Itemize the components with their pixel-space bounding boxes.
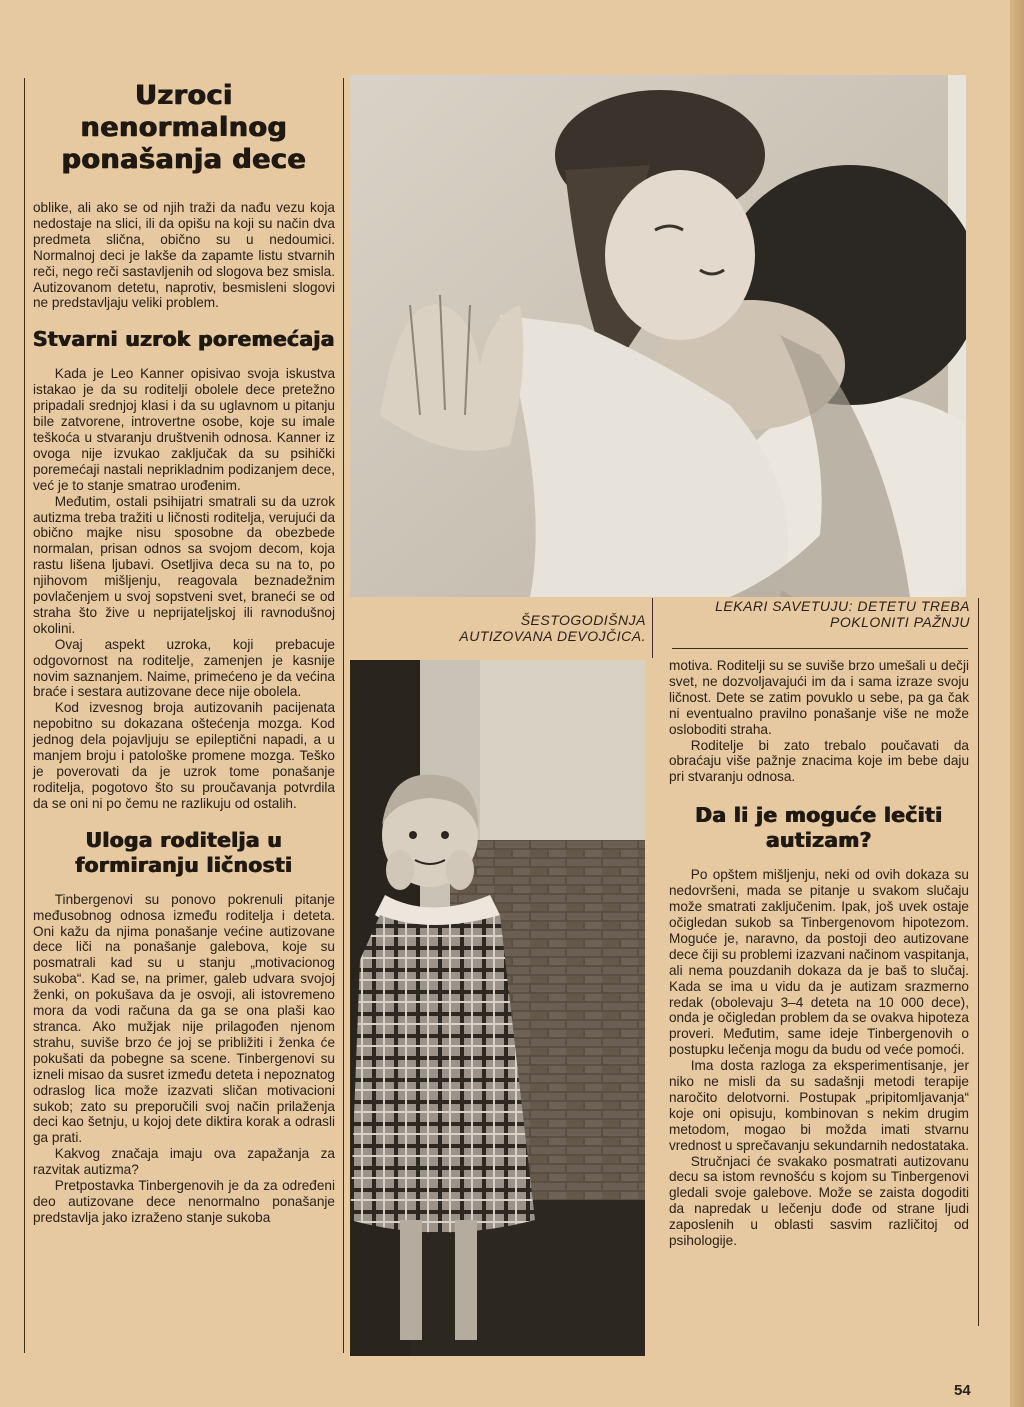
column-rule-left xyxy=(24,78,25,1353)
paragraph: Kada je Leo Kanner opisivao svoja iskustva istakao je da su roditelji obolele dece pretežno pripadali srednjoj klasi i da su uglavnom u pitanju bile zatvorene, introvertne osobe, koje su imale teškoća u stvaranju društvenih odnosa. Kanner iz ovoga nije izvukao zaključak da su psihički poremećaji nastali neprikladnim podizanjem dece, već je to stanje smatrao urođenim. xyxy=(33,366,335,493)
heading-parents-role: Uloga roditelja u formiranju ličnosti xyxy=(75,827,293,877)
paragraph: Pretpostavka Tinbergenovih je da za određeni deo autizovane dece nenormalno ponašanje predstavlja jako izraženo stanje sukoba xyxy=(33,1178,335,1225)
intro-paragraph: oblike, ali ako se od njih traži da nađu vezu koja nedostaje na slici, ili da opišu na koji su način dva predmeta slična, obično su u nedoumici. Normalnoj deci je lakše da zapamte listu stvarnih reči, nego reči sastavljenih od slogova bez smisla. Autizovanom detetu, naprotiv, besmisleni slogovi ne predstavljaju veliki problem. xyxy=(33,200,335,311)
heading-can-autism-be-treated: Da li je moguće lečiti autizam? xyxy=(695,803,943,853)
right-column xyxy=(669,658,969,1249)
page-edge xyxy=(1010,0,1024,1407)
paragraph: Međutim, ostali psihijatri smatrali su da uzrok autizma treba tražiti u ličnosti roditelja, verujući da obično majke nisu sposobne da obezbede normalan, prisan odnos sa svojom decom, koja rastu lišena ljubavi. Osetljiva deca su na to, po njihovom mišljenju, reagovala beznadežnim povlačenjem u svoj sopstveni svet, braneći se od straha što žive u neprijateljskoj ili ravnodušnoj okolini. xyxy=(33,493,335,636)
caption-parents-advice: LEKARI SAVETUJU: DETETU TREBA POKLONITI PAŽNJU xyxy=(715,598,970,630)
caption-underline xyxy=(672,648,968,649)
photo-mother-daughter xyxy=(350,75,966,597)
paragraph: Ima dosta razloga za eksperimentisanje, jer niko ne misli da su sadašnji metodi terapije naročito delotvorni. Postupak „pripitomljavanja“ koje oni opisuju, kombinovan s nekim drugim metodom, mogao bi možda imati stvarnu vrednost u sprečavanju sekundarnih nedostataka. xyxy=(669,1058,970,1153)
paragraph: Ovaj aspekt uzroka, koji prebacuje odgovornost na roditelje, zamenjen je kasnije novim saznanjem. Naime, primećeno je da većina braće i sestara autizovane dece nije obolela. xyxy=(33,636,335,700)
photo-autistic-girl xyxy=(350,660,645,1356)
page-number: 54 xyxy=(954,1382,971,1399)
column-rule-middle xyxy=(343,78,344,1353)
caption-girl: ŠESTOGODIŠNJA AUTIZOVANA DEVOJČICA. xyxy=(459,612,646,644)
paragraph: Tinbergenovi su ponovo pokrenuli pitanje međusobnog odnosa između roditelja i deteta. Oni kažu da njima ponašanje većine autizovane dece liči na ponašanje galebova, koje su posmatrali kad su u stanju „motivacionog sukoba“. Kad se, na primer, galeb udvara svojoj ženki, on pokušava da je osvoji, ali istovremeno mora da vodi računa da ga se ona plaši kao stranca. Ako mužjak nije prilagođen njenom strahu, suviše brzo će joj se približiti i ženka će pokušati da pobegne sa scene. Tinbergenovi su izneli misao da susret između deteta i nepoznatog odraslog lica može izazvati sličan motivacioni sukob; zato su preporučili svoj način prilaženja deci kao šetnju, u kojoj dete diktira korak a odrasli ga prati. xyxy=(33,891,335,1146)
left-column xyxy=(33,80,335,1226)
column-rule-right xyxy=(978,598,979,1326)
photo-autistic-girl-image xyxy=(350,660,645,1356)
article-title: Uzroci nenormalnog ponašanja dece xyxy=(61,80,307,175)
paragraph: Stručnjaci će svakako posmatrati autizovanu decu sa istom revnošću s kojom su Tinbergenovi gledali svoje galebove. Može se zaista dogoditi da napredak u lečenju dođe od strane ljudi zaposlenih u oblasti sasvim različitoj od psihologije. xyxy=(669,1153,969,1249)
paragraph: Po opštem mišljenju, neki od ovih dokaza su nedovršeni, mada se pitanje u svakom slučaju može smatrati zaključenim. Ipak, još uvek ostaje očigledan sukob sa Tinbergenovom hipotezom. Moguće je, naravno, da postoji deo autizovane dece čiji su problemi izazvani načinom vaspitanja, ali nema pouzdanih dokaza da je baš to slučaj. Kada se ima u vidu da je autizam srazmerno redak (obolevaju 3–4 deteta na 10 000 dece), onda je očigledan problem da se ovakva hipoteza proveri. Međutim, same ideje Tinbergenovih o postupku lečenja mogu da budu od veće pomoći. xyxy=(669,867,969,1058)
paragraph: Roditelje bi zato trebalo poučavati da obraćaju više pažnje znacima koje im bebe daju pri stvaranju odnosa. xyxy=(669,737,969,785)
column-rule-caption xyxy=(652,598,653,658)
paragraph: motiva. Roditelji su se suviše brzo umešali u dečji svet, ne dozvoljavajući im da i sama izraze svoju ličnost. Dete se zatim povuklo u sebe, pa ga čak ni eventualno pravilno ponašanje više ne može osloboditi straha. xyxy=(669,658,969,737)
paragraph: Kod izvesnog broja autizovanih pacijenata nepobitno su dokazana oštećenja mozga. Kod jednog dela pojavljuju se epileptični napadi, a u manjem broju i patološke promene mozga. Teško je poverovati da je uzrok tome ponašanje roditelja, pogotovo što su proučavanja potvrdila da se oni ni po čemu ne razlikuju od ostalih. xyxy=(33,700,335,811)
paragraph: Kakvog značaja imaju ova zapažanja za razvitak autizma? xyxy=(33,1146,335,1178)
heading-real-cause: Stvarni uzrok poremećaja xyxy=(33,327,335,352)
photo-mother-daughter-image xyxy=(350,75,966,597)
